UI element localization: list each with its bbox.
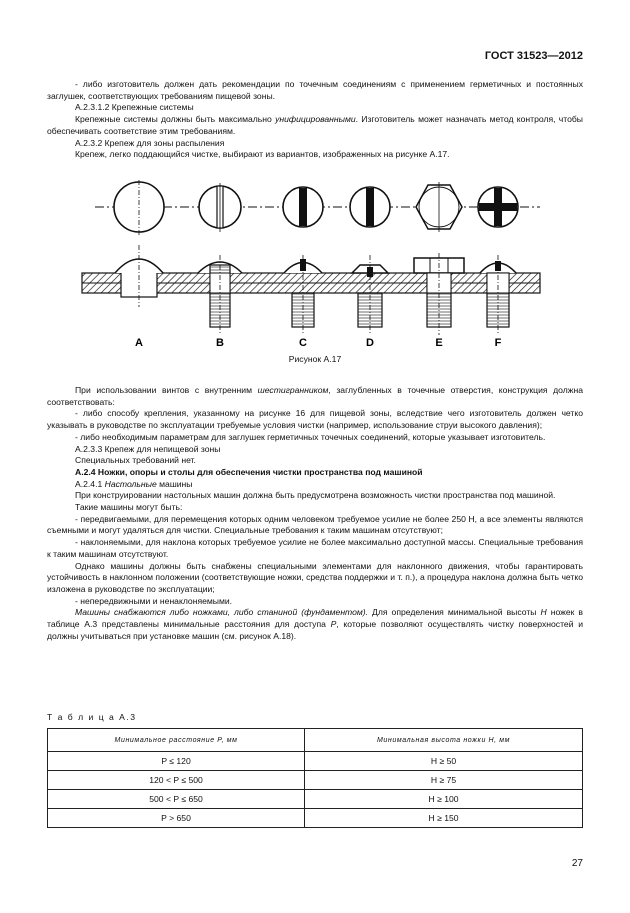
paragraph: - непередвижными и ненаклоняемыми. (75, 595, 233, 606)
table-cell: P > 650 (48, 809, 305, 828)
figure-label-a: A (135, 337, 143, 349)
fastener-c-section (284, 255, 322, 335)
table-header-row (48, 729, 583, 752)
figure-label-c: C (299, 337, 307, 349)
paragraph: Крепеж, легко поддающийся чистке, выбирают из вариантов, изображенных на рисунке A.17. (75, 149, 450, 160)
paragraph: - наклоняемыми, для наклона которых требуемое усилие не более максимально доступной массы. Специальные требования к таким машинам отсутствуют. (47, 537, 583, 559)
table-header-cell: Минимальная высота ножки H, мм (305, 729, 583, 752)
table-row (48, 752, 583, 771)
subsection-heading: A.2.3.1.2 Крепежные системы (75, 102, 194, 113)
text-block-top (47, 79, 583, 161)
paragraph: Специальных требований нет. (75, 455, 196, 466)
paragraph: - либо изготовитель должен дать рекомендации по точечным соединениям с применением герметичных и постоянных заглушек, соответствующих требованиям пищевой зоны. (47, 79, 583, 101)
fastener-b-section (198, 255, 242, 335)
table-cell: 120 < P ≤ 500 (48, 771, 305, 790)
table-cell: P ≤ 120 (48, 752, 305, 771)
paragraph: - либо способу крепления, указанному на рисунке 16 для пищевой зоны, вследствие чего изготовитель должен четко указывать в руководстве по эксплуатации требуемые условия чистки (например, использование струи высокого давления); (47, 408, 583, 431)
fastener-e-top-view (416, 182, 462, 232)
subsection-heading: A.2.3.3 Крепеж для непищевой зоны (75, 443, 221, 454)
table-caption: Т а б л и ц а А.3 (47, 712, 137, 722)
subsection-heading: A.2.3.2 Крепеж для зоны распыления (75, 137, 225, 148)
fastener-f-top-view (478, 187, 518, 227)
paragraph: Машины снабжаются либо ножками, либо станиной (фундаментом). Для определения минимальной высоты H ножек в таблице A.3 представлены минимальные расстояния для доступа P, которые позволяют осуществлять чистку поверхностей и должны учитываться при установке машин (см. рисунок A.18). (47, 607, 583, 641)
table-row (48, 771, 583, 790)
fastener-figure (70, 175, 550, 365)
text-block-main (47, 385, 583, 642)
fastener-d-top-view (350, 187, 390, 227)
fastener-a-section (115, 245, 163, 307)
section-heading: A.2.4 Ножки, опоры и столы для обеспечения чистки пространства под машиной (75, 466, 423, 477)
table-cell: H ≥ 50 (305, 752, 583, 771)
figure-caption: Рисунок А.17 (288, 354, 342, 364)
data-table (47, 728, 583, 828)
fastener-b-top-view (199, 183, 241, 232)
table-cell: H ≥ 150 (305, 809, 583, 828)
figure-label-f: F (494, 337, 502, 349)
paragraph: - передвигаемыми, для перемещения которых одним человеком требуемое усилие не более 250 Н, а все элементы являются съемными и могут удаляться для чистки. Специальные требования к таким машинам отсутствуют; (47, 513, 583, 536)
fastener-e-section (414, 253, 464, 335)
paragraph: Крепежные системы должны быть максимально унифицированными. Изготовитель может назначать метод контроля, чтобы обеспечивать соответствие этим требованиям. (47, 114, 583, 136)
table-cell: H ≥ 100 (305, 790, 583, 809)
paragraph: Однако машины должны быть снабжены специальными элементами для наклонного движения, чтобы гарантировать устойчивость в наклонном положении (соответствующие ножки, средства поддержки и т. п.), а процедура наклона должна быть четко изложена в руководстве по эксплуатации; (47, 560, 583, 594)
fastener-f-section (480, 255, 516, 335)
fastener-d-section (352, 255, 388, 335)
figure-label-b: B (216, 337, 224, 349)
paragraph: При использовании винтов с внутренним шестигранником, заглубленных в точечные отверстия, конструкция должна соответствовать: (47, 385, 583, 407)
paragraph: - либо необходимым параметрам для заглушек герметичных точечных соединений, которые указывает изготовитель. (75, 431, 546, 442)
table-row (48, 809, 583, 828)
fastener-c-top-view (283, 187, 323, 227)
fastener-a-top-view (114, 180, 164, 235)
paragraph: Такие машины могут быть: (75, 502, 183, 513)
document-header: ГОСТ 31523—2012 (484, 50, 583, 62)
page-number: 27 (571, 858, 583, 869)
subsection-heading: A.2.4.1 Настольные машины (75, 478, 193, 489)
table-cell: 500 < P ≤ 650 (48, 790, 305, 809)
table-row (48, 790, 583, 809)
figure-label-e: E (435, 337, 443, 349)
paragraph: При конструировании настольных машин должна быть предусмотрена возможность чистки пространства под машиной. (75, 490, 556, 501)
figure-label-d: D (366, 337, 374, 349)
table-cell: H ≥ 75 (305, 771, 583, 790)
table-header-cell: Минимальное расстояние P, мм (48, 729, 305, 752)
